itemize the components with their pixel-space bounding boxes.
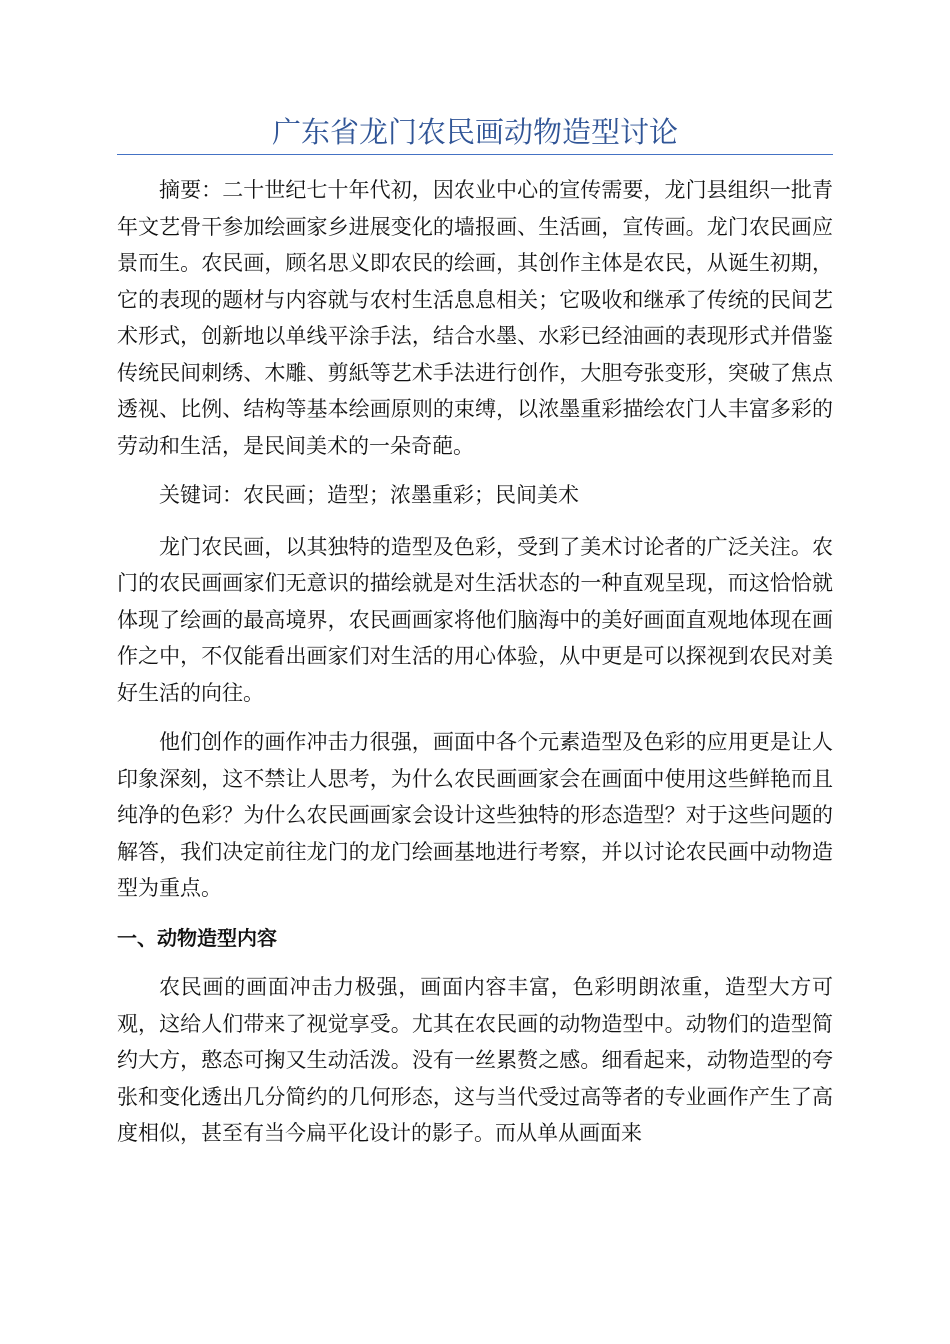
document-body [117,172,833,1165]
section-paragraph: 农民画的画面冲击力极强，画面内容丰富，色彩明朗浓重，造型大方可观，这给人们带来了视觉享受。尤其在农民画的动物造型中。动物们的造型简约大方，憨态可掬又生动活泼。没有一丝累赘之感。细看起来，动物造型的夸张和变化透出几分简约的几何形态，这与当代受过高等者的专业画作产生了高度相似，甚至有当今扁平化设计的影子。而从单从画面来 [117,975,833,1145]
keywords-paragraph: 关键词：农民画；造型；浓墨重彩；民间美术 [159,483,579,507]
body-paragraph-2: 他们创作的画作冲击力很强，画面中各个元素造型及色彩的应用更是让人印象深刻，这不禁让人思考，为什么农民画画家会在画面中使用这些鲜艳而且纯净的色彩？为什么农民画画家会设计这些独特的形态造型？对于这些问题的解答，我们决定前往龙门的龙门绘画基地进行考察，并以讨论农民画中动物造型为重点。 [117,730,833,900]
abstract-paragraph: 摘要：二十世纪七十年代初，因农业中心的宣传需要，龙门县组织一批青年文艺骨干参加绘画家乡进展变化的墙报画、生活画，宣传画。龙门农民画应景而生。农民画，顾名思义即农民的绘画，其创作主体是农民，从诞生初期，它的表现的题材与内容就与农村生活息息相关；它吸收和继承了传统的民间艺术形式，创新地以单线平涂手法，结合水墨、水彩已经油画的表现形式并借鉴传统民间刺绣、木雕、剪紙等艺术手法进行创作，大胆夸张变形，突破了焦点透视、比例、结构等基本绘画原则的束缚，以浓墨重彩描绘农门人丰富多彩的劳动和生活，是民间美术的一朵奇葩。 [117,178,833,458]
section-heading: 一、动物造型内容 [117,925,277,950]
title-underline [117,154,833,155]
document-title: 广东省龙门农民画动物造型讨论 [271,115,678,149]
body-paragraph-1: 龙门农民画，以其独特的造型及色彩，受到了美术讨论者的广泛关注。农门的农民画画家们无意识的描绘就是对生活状态的一种直观呈现，而这恰恰就体现了绘画的最高境界，农民画画家将他们脑海中的美好画面直观地体现在画作之中，不仅能看出画家们对生活的用心体验，从中更是可以探视到农民对美好生活的向往。 [117,534,833,705]
